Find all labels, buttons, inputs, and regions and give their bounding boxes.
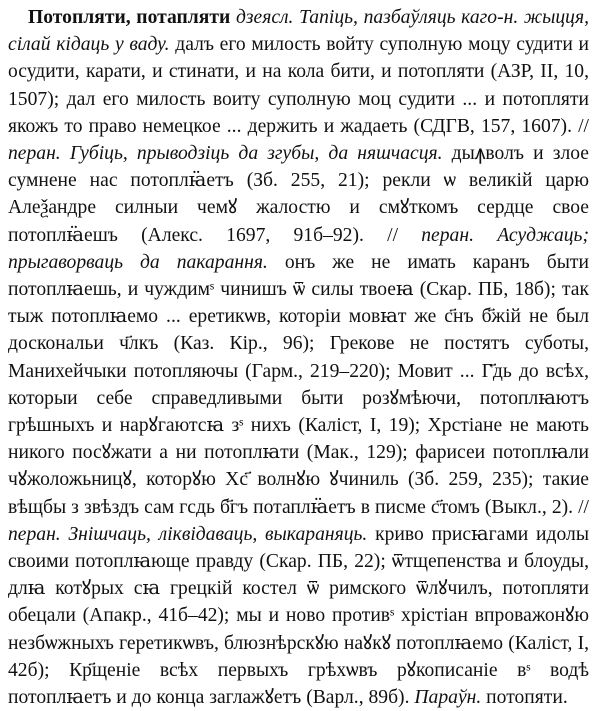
entry-body (8, 7, 589, 708)
headword: Потопляти, потапляти (28, 7, 231, 28)
dictionary-entry (8, 4, 589, 711)
entry-citation: онъ же не имать каранъ быти потоплꙗешь, и чуждимˢ чинишъ ѿ силы твоеꙗ (Скар. ПБ, 18б); так тыж потоплꙗемо ... еретикѡв, которіи мовꙗт же с҃нъ б҃жій не был доскональи ч҃лкъ (Каз. Кір., 96); Грекове не постятъ суботы, Манихейчыки потопляючы (Гарм., 219–220); Мовит ... Г҃дь до всѣх, которыи себе справедливыми быти розꙋмѣючи, потоплꙗютъ грѣшныхъ и нарꙋгаютсꙗ зˢ нихъ (Каліст, І, 19); Хрстіане не мають никого посꙋжати а ни потоплꙗти (Мак., 129); фарисеи потоплꙗли чꙋжоложьницꙋ, которꙋю Хс҃ волнꙋю ꙋчиниль (Зб. 259, 235); такие вѣщбы з звѣздъ сам гсдь б҃гъ потаплꙗ̈етъ в писме с҃томъ (Выкл., 2). // (8, 251, 589, 518)
entry-gloss: перан. Губіць, прыводзіць да згубы, да няшчасця. (8, 143, 443, 165)
entry-gloss: Параўн. (409, 687, 482, 709)
entry-citation: потопяти. (481, 687, 568, 709)
entry-gloss: дзеясл. Тапіць, пазбаўляць каго-н. жыцця, сілай кідаць у ваду. (8, 7, 589, 56)
entry-citation: криво присꙗгами идолы своими потоплꙗюще правду (Скар. ПБ, 22); ѿтщепенства и блоуды, длꙗ котꙋрых сꙗ грецкій костел ѿ римского ѿлꙋчилъ, потопляти обецали (Апакр., 41б–42); мы и ново противˢ хрістіан впроважонꙋю незбѡжныхъ геретикѡвъ, блюзнѣрскꙋю наꙋкꙋ потоплꙗемо (Каліст, І, 42б); Кр҃щеніе всѣх первыхъ грѣхѡвъ рꙋкописаніе вˢ водѣ потоплꙗетъ и до конца заглажꙋетъ (Варл., 89б). (8, 523, 589, 709)
entry-citation: далъ его милость войту суполную моцу судити и осудити, карати, и стинати, и на кола бити, и потопляти (АЗР, II, 10, 1507); дал его милость воиту суполную моц судити ... и потопляти якожъ то право немецкое ... держить и жадаеть (СДГВ, 157, 1607). // (8, 34, 589, 137)
entry-gloss: перан. Знішчаць, ліквідаваць, выкараняць. (8, 523, 368, 545)
entry-gloss: перан. Асуджаць; прыгаворваць да пакарання. (8, 224, 589, 273)
entry-citation: дыꙟволъ и злое сумнене нас потоплꙗ̈етъ (Зб. 255, 21); рекли ѡ великій царю Алеѯандре силныи чемꙋ жалостю и смꙋткомъ сердце свое потоплꙗ̈ешъ (Алекс. 1697, 91б–92). // (8, 143, 589, 246)
